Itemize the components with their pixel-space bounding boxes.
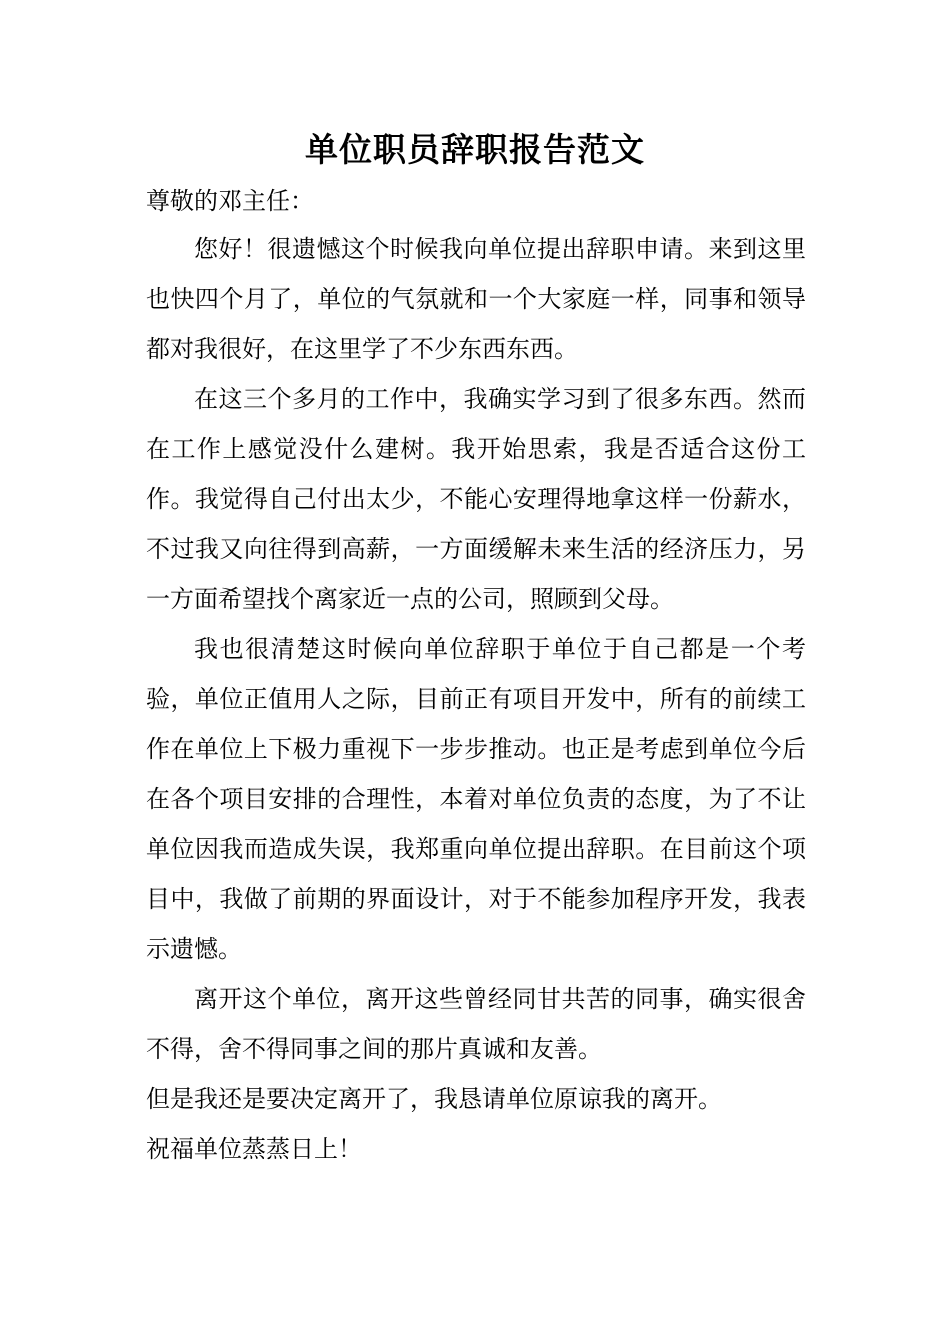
closing-line-1: 但是我还是要决定离开了，我恳请单位原谅我的离开。	[146, 1085, 722, 1113]
paragraph-1: 您好！很遗憾这个时候我向单位提出辞职申请。来到这里也快四个月了，单位的气氛就和一个大家庭一样，同事和领导都对我很好，在这里学了不少东西东西。	[146, 235, 806, 363]
paragraph-3: 我也很清楚这时候向单位辞职于单位于自己都是一个考验，单位正值用人之际，目前正有项目开发中，所有的前续工作在单位上下极力重视下一步步推动。也正是考虑到单位今后在各个项目安排的合理性，本着对单位负责的态度，为了不让单位因我而造成失误，我郑重向单位提出辞职。在目前这个项目中，我做了前期的界面设计，对于不能参加程序开发，我表示遗憾。	[146, 635, 806, 963]
salutation: 尊敬的邓主任：	[146, 187, 314, 215]
closing-line-2: 祝福单位蒸蒸日上！	[146, 1135, 362, 1163]
paragraph-4: 离开这个单位，离开这些曾经同甘共苦的同事，确实很舍不得，舍不得同事之间的那片真诚和友善。	[146, 985, 806, 1063]
document-title: 单位职员辞职报告范文	[305, 130, 645, 169]
paragraph-2: 在这三个多月的工作中，我确实学习到了很多东西。然而在工作上感觉没什么建树。我开始思索，我是否适合这份工作。我觉得自己付出太少，不能心安理得地拿这样一份薪水，不过我又向往得到高薪，一方面缓解未来生活的经济压力，另一方面希望找个离家近一点的公司，照顾到父母。	[146, 385, 806, 613]
document-body	[146, 178, 806, 1174]
